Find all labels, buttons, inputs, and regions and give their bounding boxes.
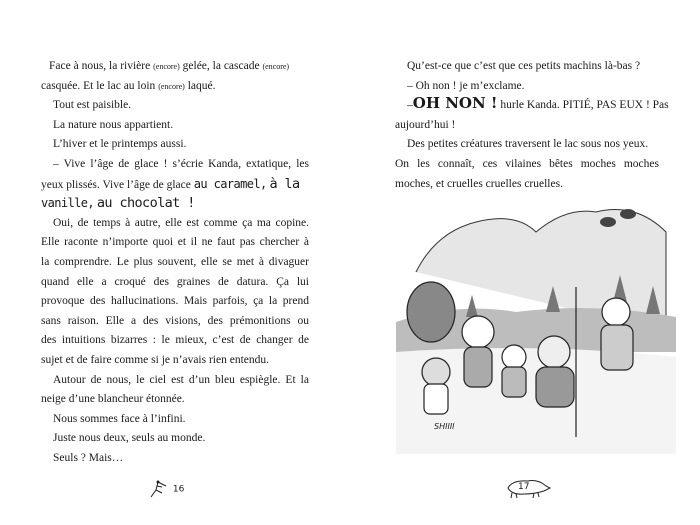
text-line: provoque des hallucinations. Mais parfois, ça la prend [41, 295, 309, 308]
text-line: On les connaît, ces vilaines bêtes moches moches [395, 157, 659, 170]
text-line: – Vive l’âge de glace ! s’écrie Kanda, extatique, les [53, 157, 309, 170]
text-line: Oui, de temps à autre, elle est comme ça ma copine. [53, 216, 309, 229]
text-line: Elle raconte n’importe quoi et il ne faut pas chercher à [41, 236, 309, 249]
hunter-icon [148, 478, 170, 500]
left-page-text [41, 57, 309, 468]
right-page-text [395, 57, 669, 194]
text-line: des intuitions bizarres : le mieux, c’est de changer de [41, 334, 309, 347]
page-number-right: 17 [504, 476, 552, 500]
text-line: casquée. Et le lac au loin (encore) laqué. [41, 79, 216, 92]
text-line: vanille, au chocolat ! [41, 195, 195, 212]
text-line: Qu’est-ce que c’est que ces petits machins là-bas ? [407, 60, 641, 72]
text-line: aujourd’hui ! [395, 118, 456, 131]
text-line: Nous sommes face à l’infini. [53, 412, 186, 425]
text-line: yeux plissés. Vive l’âge de glace au caramel, à la [41, 175, 300, 192]
text-line: sans raison. Elle a des visions, des prémonitions ou [41, 314, 309, 327]
text-line: sujet et de faire comme si je n’avais rien entendu. [41, 353, 269, 366]
text-line: –OH NON ! hurle Kanda. PITIÉ, PAS EUX ! Pas [407, 94, 669, 113]
page-number-left: 16 [148, 478, 184, 500]
text-line: Juste nous deux, seuls au monde. [53, 432, 206, 445]
text-line: moches, et cruelles cruelles cruelles. [395, 177, 563, 190]
text-line: – Oh non ! je m’exclame. [407, 79, 525, 92]
text-line: Des petites créatures traversent le lac sous nos yeux. [407, 138, 649, 151]
text-line: neige d’une blancheur étonnée. [41, 393, 185, 406]
creatures-illustration [396, 192, 676, 454]
text-line: Tout est paisible. [53, 99, 132, 112]
text-line: Seuls ? Mais… [53, 451, 124, 464]
text-line: quand elle a croqué des graines de datura. Ça lui [41, 275, 309, 288]
text-line: Autour de nous, le ciel est d’un bleu espiègle. Et la [53, 373, 309, 386]
text-line: L’hiver et le printemps aussi. [53, 138, 187, 151]
sound-effect: SHIIII [434, 422, 455, 431]
text-line: la comprendre. Le plus souvent, elle se met à divaguer [41, 255, 309, 268]
text-line: Face à nous, la rivière (encore) gelée, la cascade (encore) [49, 60, 290, 72]
text-line: La nature nous appartient. [53, 118, 174, 131]
